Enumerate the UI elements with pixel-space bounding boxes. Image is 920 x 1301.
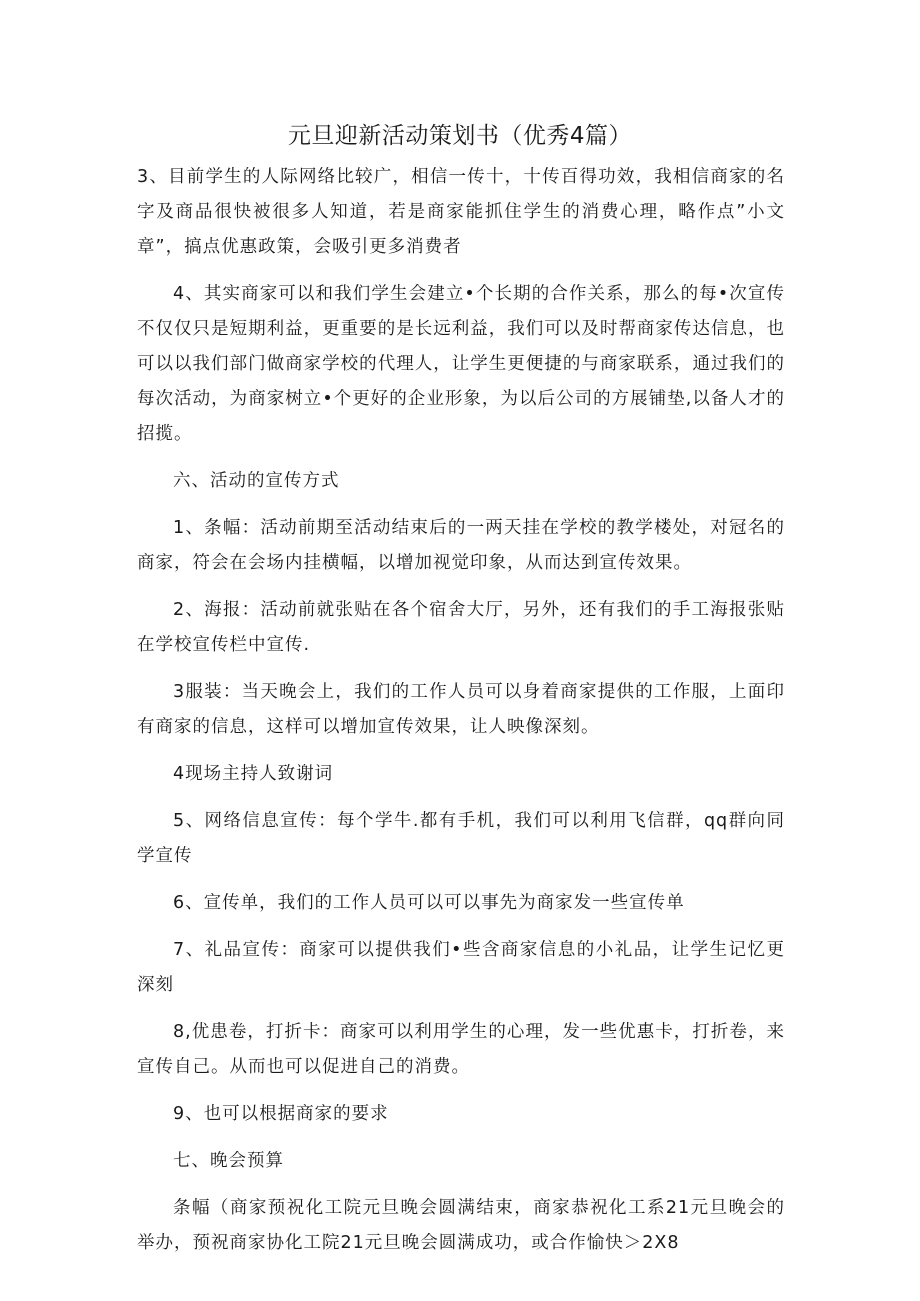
paragraph-2: 4、其实商家可以和我们学生会建立•个长期的合作关系，那么的每•次宣传不仅仅只是短期利益，更重要的是长远利益，我们可以及时帮商家传达信息，也可以以我们部门做商家学校的代理人，让学生更便捷的与商家联系，通过我们的每次活动，为商家树立•个更好的企业形象，为以后公司的方展铺垫,以备人才的招揽。 — [137, 284, 785, 444]
paragraph-8: 6、宣传单，我们的工作人员可以可以事先为商家发一些宣传单 — [173, 893, 685, 913]
paragraph-6: 4现场主持人致谢词 — [173, 764, 334, 784]
section-heading-7: 七、晚会预算 — [173, 1151, 284, 1171]
paragraph-5: 3服装：当天晚会上，我们的工作人员可以身着商家提供的工作服，上面印有商家的信息，这样可以增加宣传效果，让人映像深刻。 — [137, 682, 785, 737]
paragraph-1: 3、目前学生的人际网络比较广，相信一传十，十传百得功效，我相信商家的名字及商品很快被很多人知道，若是商家能抓住学生的消费心理，略作点”小文章”，搞点优惠政策，会吸引更多消费者 — [137, 167, 785, 257]
paragraph-9: 7、礼品宣传：商家可以提供我们•些含商家信息的小礼品，让学生记忆更深刻 — [137, 940, 785, 995]
paragraph-4: 2、海报：活动前就张贴在各个宿舍大厅，另外，还有我们的手工海报张贴在学校宣传栏中宣传. — [137, 600, 785, 655]
paragraph-3: 1、条幅：活动前期至活动结束后的一两天挂在学校的教学楼处，对冠名的商家，符会在会场内挂横幅，以增加视觉印象，从而达到宣传效果。 — [137, 518, 785, 573]
document-title: 元旦迎新活动策划书（优秀4篇） — [287, 123, 633, 149]
paragraph-12: 条幅（商家预祝化工院元旦晚会圆满结束，商家恭祝化工系21元旦晚会的举办，预祝商家协化工院21元旦晚会圆满成功，或合作愉快＞2X8 — [137, 1198, 785, 1253]
paragraph-10: 8,优患卷，打折卡：商家可以利用学生的心理，发一些优惠卡，打折卷，来宣传自己。从而也可以促进自己的消费。 — [137, 1022, 785, 1077]
document-body — [137, 160, 785, 1273]
section-heading-6: 六、活动的宣传方式 — [173, 471, 340, 491]
paragraph-11: 9、也可以根据商家的要求 — [173, 1104, 389, 1124]
paragraph-7: 5、网络信息宣传：每个学牛.都有手机，我们可以利用飞信群，qq群向同学宣传 — [137, 811, 785, 866]
